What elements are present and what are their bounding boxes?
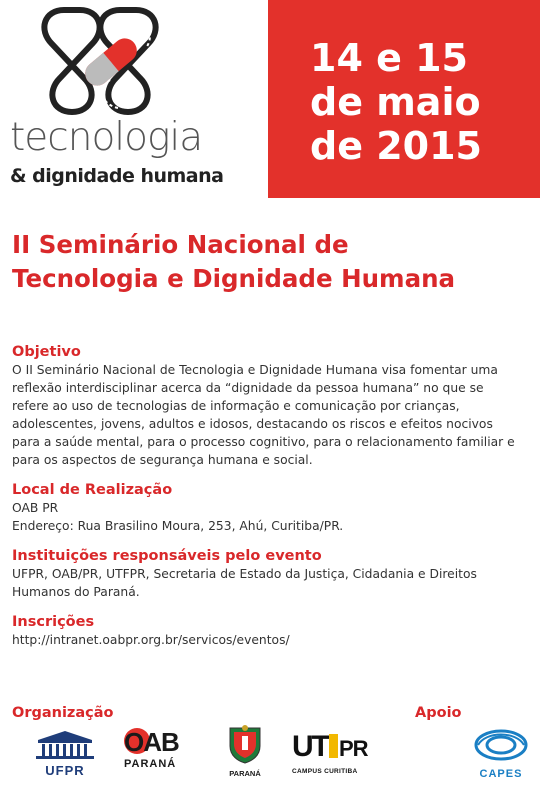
objetivo-line: reflexão interdisciplinar acerca da “dignidade da pessoa humana” no que se — [12, 381, 484, 395]
parana-text: PARANÁ — [229, 769, 261, 778]
infinity-88-logo-icon — [26, 0, 176, 118]
objetivo-line: adolescentes, jovens, adultos e idosos, destacando os riscos e efeitos nocivos — [12, 417, 493, 431]
date-line-2: de maio — [310, 80, 481, 124]
event-title-line-2: Tecnologia e Dignidade Humana — [12, 264, 456, 293]
parana-coat-of-arms-icon — [224, 724, 266, 764]
utfpr-ut: UT — [292, 730, 328, 763]
apoio-label: Apoio — [415, 705, 462, 721]
capes-logo — [472, 726, 530, 780]
sponsor-logos — [0, 724, 540, 790]
objetivo-heading: Objetivo — [12, 344, 81, 360]
inscricoes-heading: Inscrições — [12, 614, 95, 630]
event-logo — [8, 0, 223, 195]
organizacao-label: Organização — [12, 705, 114, 721]
instituicoes-line: UFPR, OAB/PR, UTFPR, Secretaria de Estado da Justiça, Cidadania e Direitos — [12, 567, 477, 581]
oab-subtitle: PARANÁ — [124, 758, 177, 770]
oab-text — [124, 728, 192, 756]
objetivo-body — [12, 361, 532, 469]
instituicoes-heading: Instituições responsáveis pelo evento — [12, 548, 322, 564]
date-line-1: 14 e 15 — [310, 36, 468, 80]
ufpr-text: UFPR — [45, 763, 85, 778]
event-title — [12, 228, 537, 296]
instituicoes-body — [12, 565, 532, 601]
date-banner — [268, 0, 540, 198]
local-heading: Local de Realização — [12, 482, 173, 498]
objetivo-line: O II Seminário Nacional de Tecnologia e Dignidade Humana visa fomentar uma — [12, 363, 498, 377]
inscricoes-link[interactable]: http://intranet.oabpr.org.br/servicos/eventos/ — [12, 633, 290, 647]
ufpr-logo — [34, 730, 96, 778]
ufpr-building-icon — [34, 730, 96, 760]
oab-letters: OAB — [124, 727, 179, 757]
utfpr-yellow-bar-icon — [329, 734, 338, 758]
utfpr-subtitle: CAMPUS CURITIBA — [292, 768, 358, 775]
event-title-line-1: II Seminário Nacional de — [12, 230, 349, 259]
oab-parana-logo — [124, 728, 192, 774]
capes-text: CAPES — [479, 768, 523, 780]
logo-word-tecnologia: tecnologia — [10, 115, 203, 160]
objetivo-line: refere ao uso de tecnologias de informação e comunicação por crianças, — [12, 399, 460, 413]
utfpr-pr: PR — [339, 736, 368, 761]
parana-state-logo — [224, 724, 266, 786]
local-line: Endereço: Rua Brasilino Moura, 253, Ahú, Curitiba/PR. — [12, 519, 344, 533]
utfpr-logo — [292, 732, 370, 778]
date-line-3: de 2015 — [310, 124, 482, 168]
local-line: OAB PR — [12, 501, 59, 515]
utfpr-wordmark — [292, 732, 370, 766]
local-body — [12, 499, 532, 535]
capes-emblem-icon — [472, 726, 530, 764]
objetivo-line: para os aspectos de segurança humana e social. — [12, 453, 313, 467]
logo-subtitle: & dignidade humana — [10, 165, 224, 187]
instituicoes-line: Humanos do Paraná. — [12, 585, 140, 599]
objetivo-line: para a saúde mental, para o processo cognitivo, para o relacionamento familiar e — [12, 435, 515, 449]
content-sections — [12, 343, 532, 661]
inscricoes-body — [12, 631, 532, 649]
